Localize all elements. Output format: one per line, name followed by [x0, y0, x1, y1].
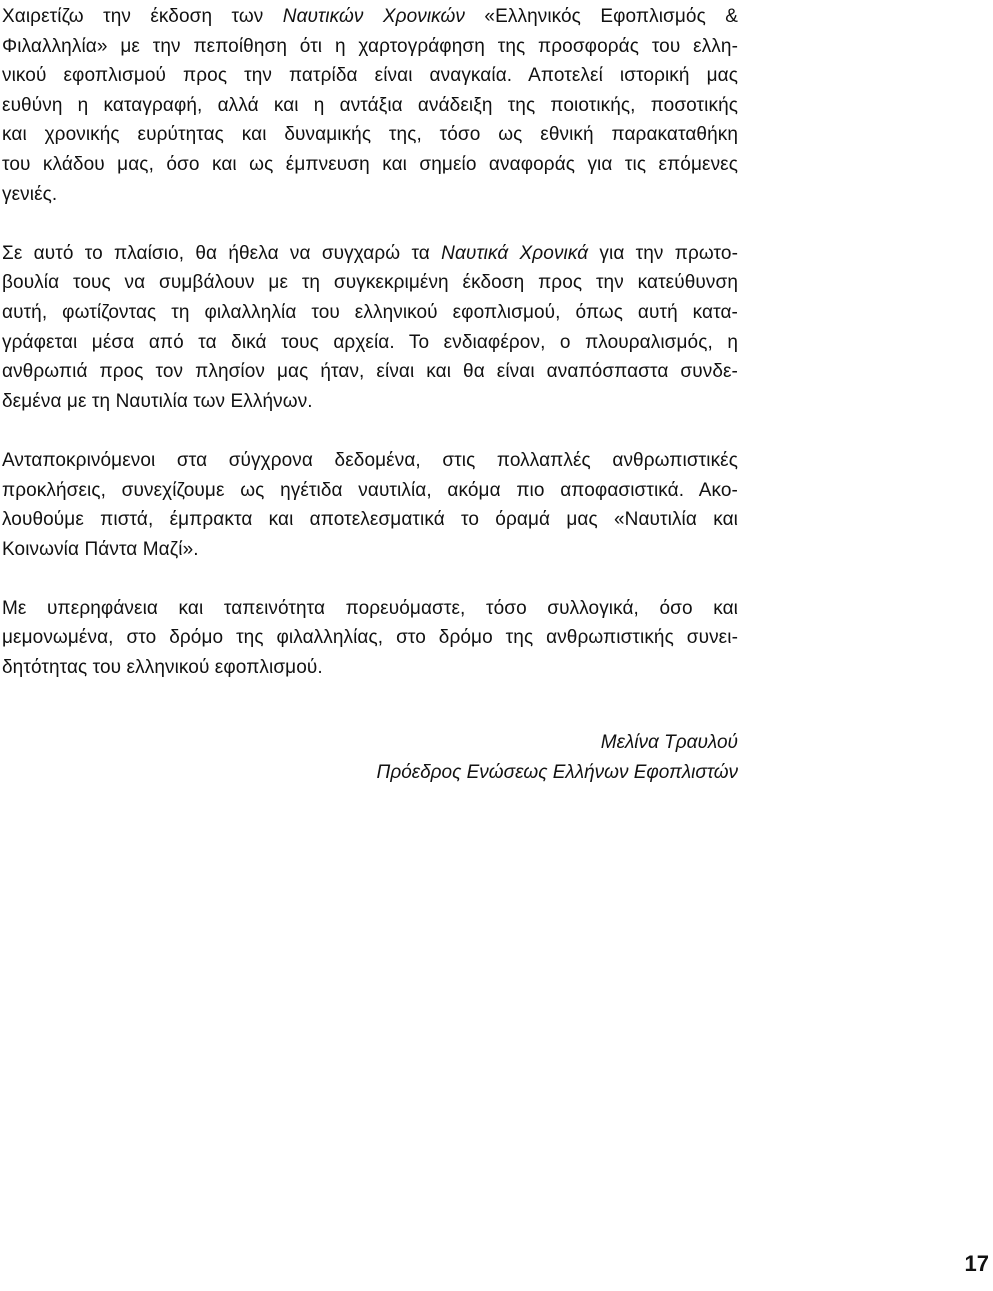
text-segment: γράφεται μέσα από τα δικά τους αρχεία. Το ενδιαφέρον, ο πλουραλισμός, η	[2, 331, 738, 353]
text-segment: Κοινωνία Πάντα Μαζί».	[2, 538, 199, 560]
text-segment: Χαιρετίζω την έκδοση των	[2, 6, 283, 27]
text-segment: αυτή, φωτίζοντας τη φιλαλληλία του ελληνικού εφοπλισμού, όπως αυτή κατα-	[2, 301, 738, 323]
text-segment: λουθούμε πιστά, έμπρακτα και αποτελεσματικά το όραμά μας «Ναυτιλία και	[2, 509, 738, 531]
text-segment: Με υπερηφάνεια και ταπεινότητα πορευόμαστε, τόσο συλλογικά, όσο και	[2, 597, 738, 619]
text-line	[2, 476, 738, 506]
italic-title-text: Ναυτικά Χρονικά	[441, 242, 589, 264]
text-line	[2, 2, 738, 32]
text-line	[2, 623, 738, 653]
paragraph	[2, 594, 738, 683]
text-line	[2, 594, 738, 624]
text-line	[2, 61, 738, 91]
text-segment: Φιλαλληλία» με την πεποίθηση ότι η χαρτογράφηση της προσφοράς του ελλη-	[2, 35, 738, 57]
text-segment: Ανταποκρινόμενοι στα σύγχρονα δεδομένα, στις πολλαπλές ανθρωπιστικές	[2, 449, 738, 471]
text-line	[2, 268, 738, 298]
text-segment: προκλήσεις, συνεχίζουμε ως ηγέτιδα ναυτιλία, ακόμα πιο αποφασιστικά. Ακο-	[2, 479, 738, 501]
signature-name: Μελίνα Τραυλού	[600, 732, 738, 753]
text-segment: γενιές.	[2, 183, 58, 205]
text-segment: νικού εφοπλισμού προς την πατρίδα είναι αναγκαία. Αποτελεί ιστορική μας	[2, 65, 738, 87]
text-line	[2, 535, 738, 565]
text-line	[2, 239, 738, 269]
text-line	[2, 150, 738, 180]
text-line	[2, 180, 738, 210]
text-line	[2, 446, 738, 476]
text-segment: βουλία τους να συμβάλουν με τη συγκεκριμένη έκδοση προς την κατεύθυνση	[2, 272, 738, 294]
text-segment: Σε αυτό το πλαίσιο, θα ήθελα να συγχαρώ τα	[2, 242, 442, 264]
text-line	[2, 328, 738, 358]
page-number: 17	[964, 1251, 989, 1276]
signature-block	[377, 728, 738, 788]
paragraph	[2, 2, 738, 209]
paragraph	[2, 239, 738, 417]
text-segment: ανθρωπιά προς τον πλησίον μας ήταν, είναι και θα είναι αναπόσπαστα συνδε-	[2, 361, 738, 383]
text-segment: μεμονωμένα, στο δρόμο της φιλαλληλίας, στο δρόμο της ανθρωπιστικής συνει-	[2, 627, 738, 649]
text-segment: για την πρωτο-	[588, 242, 738, 264]
text-line	[2, 91, 738, 121]
text-segment: δητότητας του ελληνικού εφοπλισμού.	[2, 657, 323, 679]
text-segment: ευθύνη η καταγραφή, αλλά και η αντάξια ανάδειξη της ποιοτικής, ποσοτικής	[2, 94, 738, 116]
text-line	[2, 120, 738, 150]
text-segment: δεμένα με τη Ναυτιλία των Ελλήνων.	[2, 390, 313, 412]
text-line	[2, 387, 738, 417]
text-segment: «Ελληνικός Εφοπλισμός &	[465, 6, 738, 27]
text-line	[2, 357, 738, 387]
text-segment: και χρονικής ευρύτητας και δυναμικής της, τόσο ως εθνική παρακαταθήκη	[2, 124, 738, 146]
text-line	[2, 32, 738, 62]
italic-title-text: Ναυτικών Χρονικών	[282, 6, 466, 27]
text-line	[2, 653, 738, 683]
paragraph	[2, 446, 738, 564]
signature-title: Πρόεδρος Ενώσεως Ελλήνων Εφοπλιστών	[376, 762, 738, 783]
letter-body	[2, 2, 738, 712]
text-line	[2, 505, 738, 535]
text-line	[2, 298, 738, 328]
text-segment: του κλάδου μας, όσο και ως έμπνευση και σημείο αναφοράς για τις επόμενες	[2, 153, 738, 175]
